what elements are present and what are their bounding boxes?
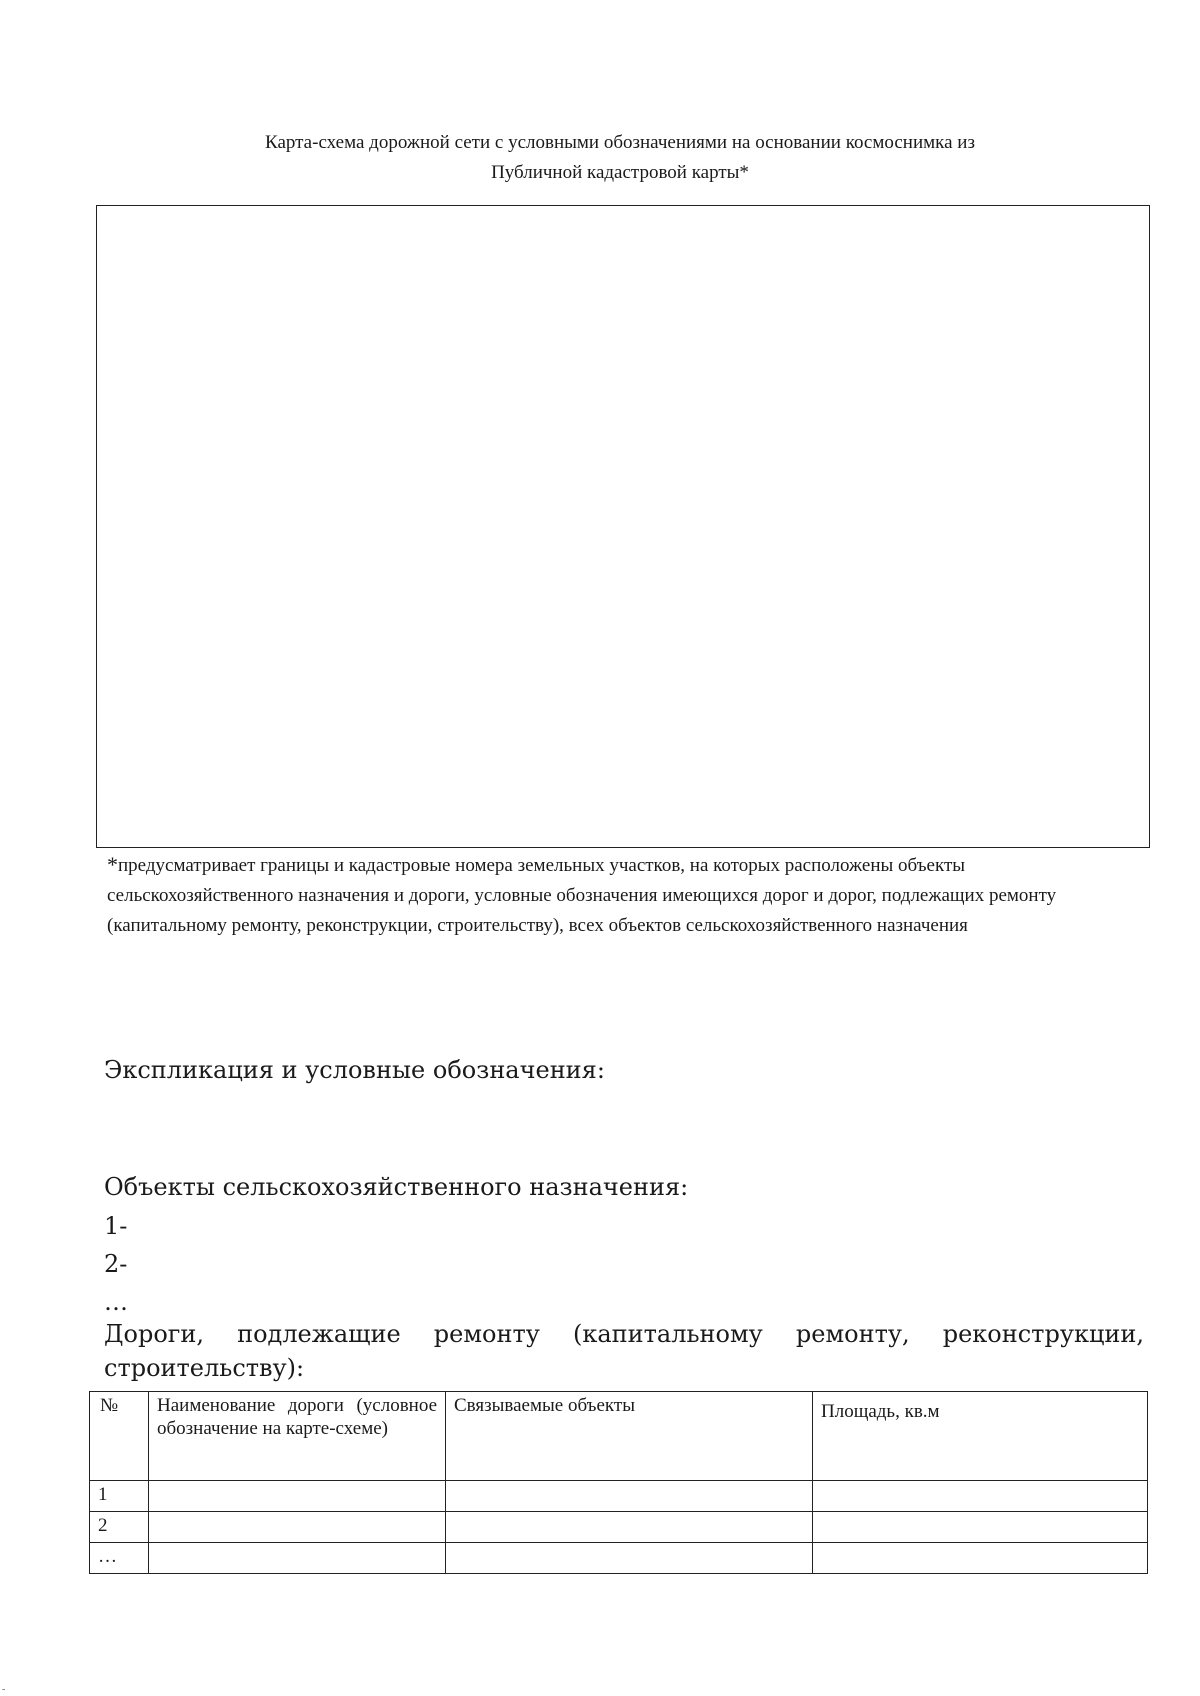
linked-objects-cell (446, 1512, 813, 1543)
row-number-cell: … (90, 1543, 149, 1574)
road-name-cell (149, 1512, 446, 1543)
roads-heading: Дороги, подлежащие ремонту (капитальному ремонту, реконструкции, строительству): (104, 1320, 1144, 1382)
table-row (90, 1481, 1148, 1512)
column-header-area: Площадь, кв.м (813, 1392, 1148, 1481)
row-number-cell: 2 (90, 1512, 149, 1543)
title-line-2: Публичной кадастровой карты* (491, 162, 749, 183)
table-row (90, 1512, 1148, 1543)
road-name-cell (149, 1543, 446, 1574)
list-item: 2- (104, 1250, 128, 1278)
list-item: … (104, 1288, 128, 1316)
map-scheme-frame (96, 205, 1150, 848)
area-cell (813, 1543, 1148, 1574)
list-item: 1- (104, 1212, 128, 1240)
agri-objects-heading: Объекты сельскохозяйственного назначения: (104, 1173, 689, 1201)
title-line-1: Карта-схема дорожной сети с условными обозначениями на основании космоснимка из (265, 132, 975, 153)
linked-objects-cell (446, 1481, 813, 1512)
footnote-asterisk: * (107, 852, 118, 877)
scan-stray-mark: - (2, 1684, 6, 1695)
footnote-text: предусматривает границы и кадастровые номера земельных участков, на которых расположены объекты сельскохозяйственного назначения и дороги, условные обозначения имеющихся дорог и дорог, подлежащих ремонту (капитальному ремонту, реконструкции, строительству), всех объектов сельскохозяйственного назначения (107, 855, 1057, 936)
footnote (107, 850, 1147, 941)
area-cell (813, 1512, 1148, 1543)
roads-table (89, 1391, 1148, 1574)
table-header-row (90, 1392, 1148, 1481)
column-header-linked-objects: Связываемые объекты (446, 1392, 813, 1481)
column-header-road-name: Наименование дороги (условное обозначение на карте-схеме) (149, 1392, 446, 1481)
linked-objects-cell (446, 1543, 813, 1574)
page-title (160, 128, 1080, 188)
table-row (90, 1543, 1148, 1574)
row-number-cell: 1 (90, 1481, 149, 1512)
column-header-number: № (90, 1392, 149, 1481)
area-cell (813, 1481, 1148, 1512)
explication-heading: Экспликация и условные обозначения: (104, 1056, 605, 1084)
road-name-cell (149, 1481, 446, 1512)
agri-objects-list (104, 1207, 128, 1321)
